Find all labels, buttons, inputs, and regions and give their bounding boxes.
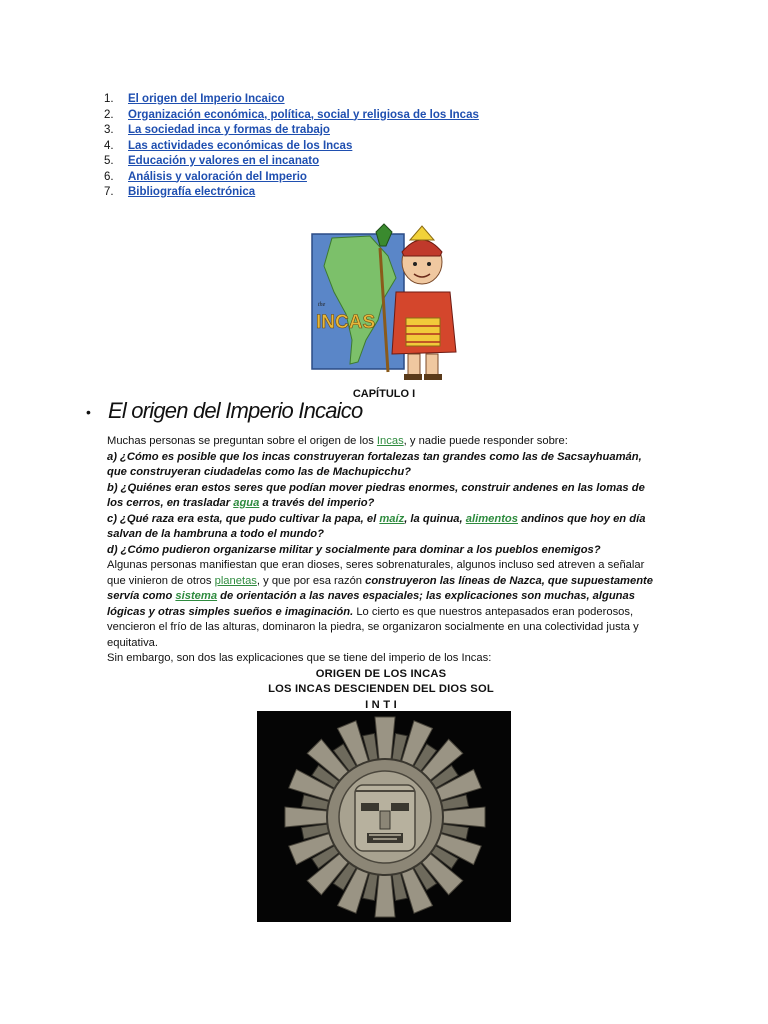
section-heading <box>86 398 362 424</box>
link-maiz[interactable]: maíz <box>379 512 405 525</box>
center-title-3: I N T I <box>365 698 397 711</box>
toc-link-analisis[interactable]: Análisis y valoración del Imperio <box>128 170 307 183</box>
bullet-icon: • <box>86 404 91 421</box>
toc-number: 6. <box>104 170 114 183</box>
toc-link-actividades[interactable]: Las actividades económicas de los Incas <box>128 139 353 152</box>
toc-item <box>104 154 479 170</box>
question-c: c) ¿Qué raza era esta, que pudo cultivar la papa, el maíz, la quinua, alimentos andinos que hoy en día salvan de la hambruna a todo el mundo? <box>107 512 646 540</box>
link-sistema[interactable]: sistema <box>175 590 218 602</box>
table-of-contents <box>104 92 479 201</box>
link-incas[interactable]: Incas <box>376 435 404 447</box>
toc-item <box>104 92 479 108</box>
map-title: INCAS <box>316 312 376 333</box>
inca-illustration <box>310 222 460 387</box>
toc-link-educacion[interactable]: Educación y valores en el incanato <box>128 155 320 167</box>
toc-number: 5. <box>104 155 114 167</box>
toc-item <box>104 170 479 186</box>
question-d: d) ¿Cómo pudieron organizarse militar y socialmente para dominar a los pueblos enemigos? <box>107 543 601 556</box>
article-body <box>107 434 655 713</box>
toc-number: 2. <box>104 108 114 121</box>
toc-item <box>104 123 479 139</box>
section-heading-text: El origen del Imperio Incaico <box>108 398 363 423</box>
toc-number: 7. <box>104 186 114 198</box>
question-a: a) ¿Cómo es posible que los incas construyeran fortalezas tan grandes como las de Sacsayhuamán, que construyeran ciudadelas como las de Machupicchu? <box>107 450 642 478</box>
intro-paragraph: Muchas personas se preguntan sobre el origen de los Incas, y nadie puede responder sobre: <box>107 435 568 447</box>
toc-number: 3. <box>104 124 114 136</box>
toc-link-organizacion[interactable]: Organización económica, política, social y religiosa de los Incas <box>128 108 479 121</box>
center-title-1: ORIGEN DE LOS INCAS <box>315 667 447 680</box>
center-title-2: LOS INCAS DESCIENDEN DEL DIOS SOL <box>268 683 494 695</box>
question-b: b) ¿Quiénes eran estos seres que podían mover piedras enormes, construir andenes en las lomas de los cerros, en trasladar agua a través del imperio? <box>107 481 645 509</box>
inti-sun-image <box>257 711 511 922</box>
toc-item <box>104 139 479 155</box>
link-alimentos[interactable]: alimentos <box>465 512 518 525</box>
toc-link-bibliografia[interactable]: Bibliografía electrónica <box>128 186 256 198</box>
paragraph-2: Algunas personas manifiestan que eran dioses, seres sobrenaturales, algunos incluso sed atreven a señalar que vinieron de otros planetas, y que por esa razón construyeron las líneas de Nazca, que supuestamente servía como sistema de orientación a las naves espaciales; las explicaciones son muchas, algunas lógicas y otras simples sueños e imaginación. Lo cierto es que nuestros antepasados eran poderosos, vencieron el frío de las alturas, dominaron la piedra, se organizaron socialmente en una colectividad justa y equitativa. <box>107 559 653 649</box>
toc-item <box>104 185 479 201</box>
toc-link-sociedad[interactable]: La sociedad inca y formas de trabajo <box>128 124 330 136</box>
toc-item <box>104 108 479 124</box>
link-planetas[interactable]: planetas <box>214 574 257 587</box>
link-agua[interactable]: agua <box>233 497 260 509</box>
toc-link-origen[interactable]: El origen del Imperio Incaico <box>128 93 285 105</box>
chapter-label: CAPÍTULO I <box>352 388 416 400</box>
paragraph-3: Sin embargo, son dos las explicaciones que se tiene del imperio de los Incas: <box>107 652 492 664</box>
toc-number: 1. <box>104 93 114 105</box>
map-small-label: the <box>318 302 326 308</box>
toc-number: 4. <box>104 139 114 152</box>
